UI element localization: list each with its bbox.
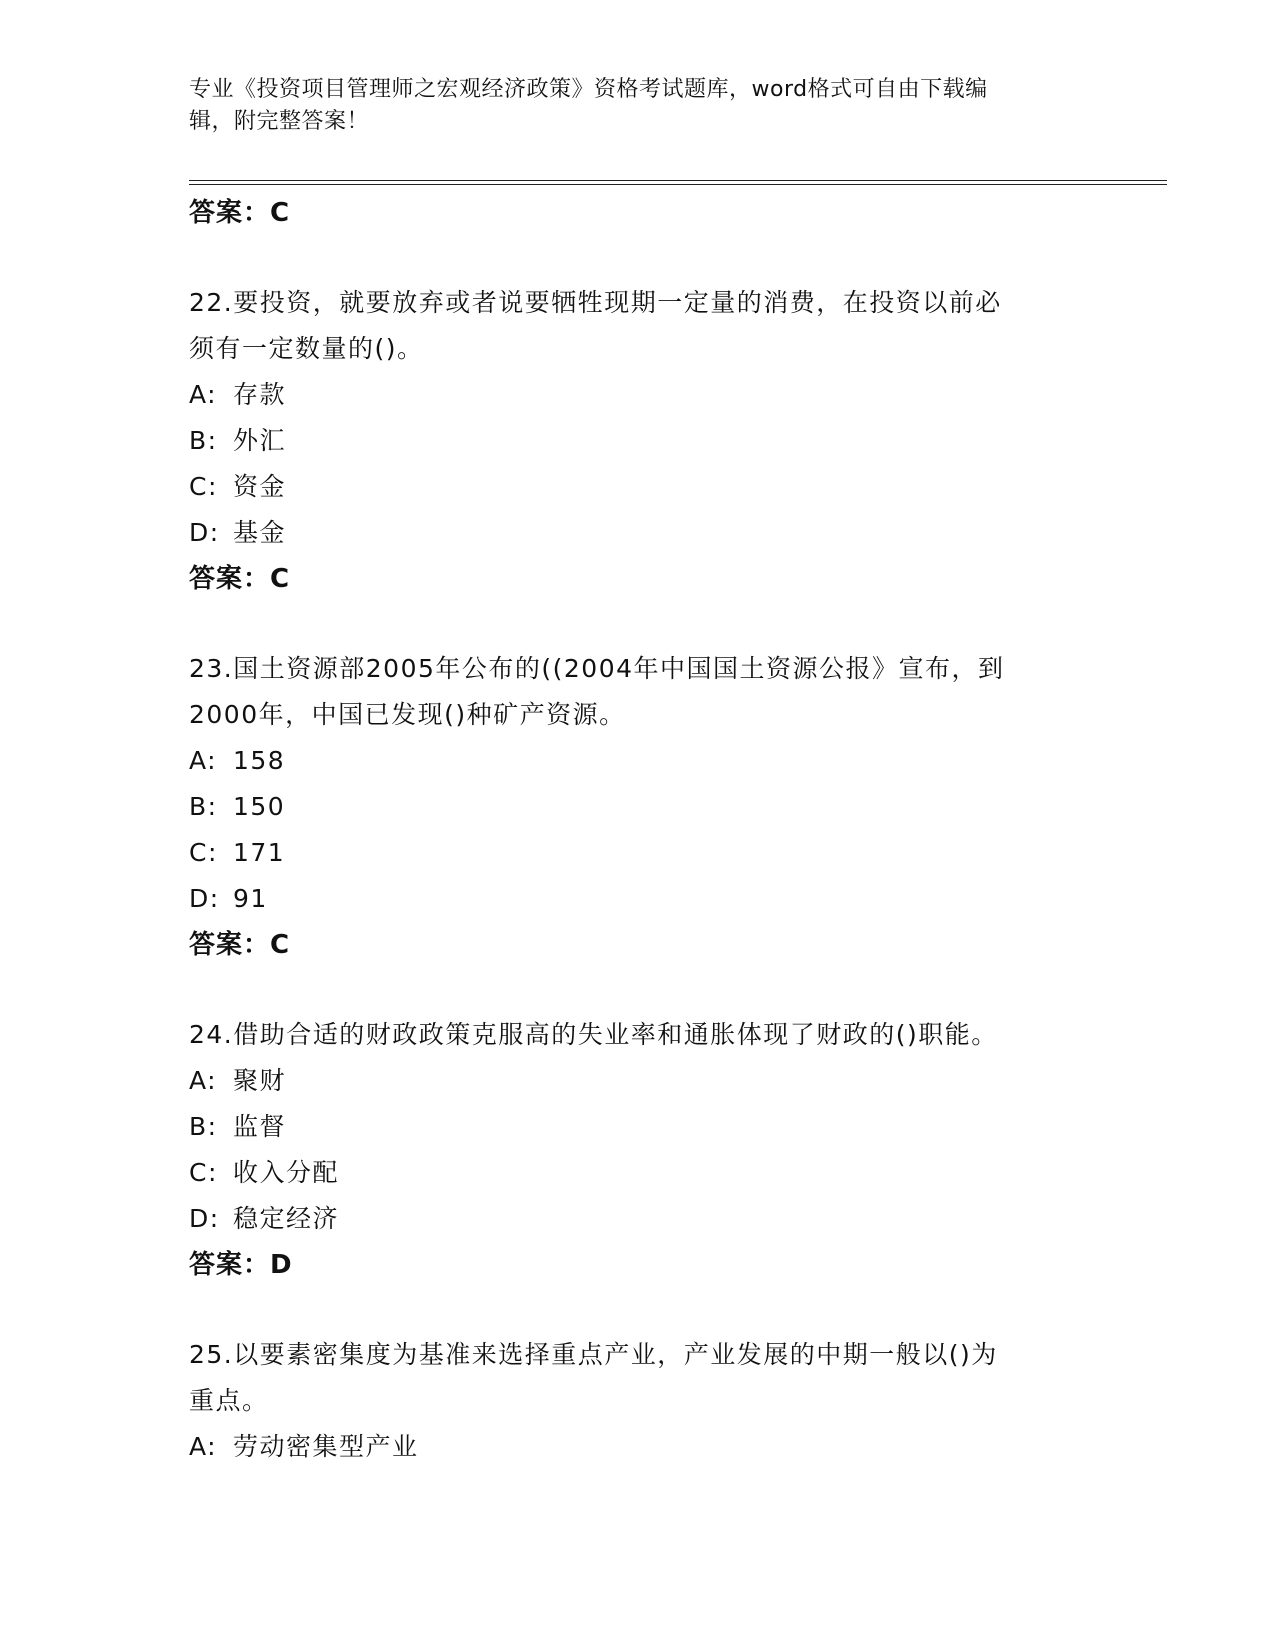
option-c: C: 收入分配 — [189, 1158, 340, 1187]
question-list — [189, 190, 1089, 1470]
answer-line: 答案：C — [189, 198, 291, 228]
question-text: 重点。 — [189, 1386, 269, 1415]
question-23 — [189, 646, 1089, 968]
option-d: D: 基金 — [189, 518, 287, 547]
header-line-2: 辑，附完整答案！ — [189, 109, 370, 134]
question-text: 22.要投资，就要放弃或者说要牺牲现期一定量的消费，在投资以前必 — [189, 288, 1002, 317]
option-c: C: 资金 — [189, 472, 287, 501]
option-d: D: 稳定经济 — [189, 1204, 340, 1233]
option-b: B: 150 — [189, 792, 286, 821]
question-24 — [189, 1012, 1089, 1288]
question-text: 23.国土资源部2005年公布的((2004年中国国土资源公报》宣布，到 — [189, 654, 1005, 683]
question-text: 25.以要素密集度为基准来选择重点产业，产业发展的中期一般以()为 — [189, 1340, 998, 1369]
header-divider-top — [189, 180, 1167, 181]
answer-line: 答案：C — [189, 930, 291, 960]
answer-line: 答案：C — [189, 564, 291, 594]
option-a: A: 劳动密集型产业 — [189, 1432, 419, 1461]
option-a: A: 聚财 — [189, 1066, 287, 1095]
header-divider-bottom — [189, 184, 1167, 185]
answer-line: 答案：D — [189, 1250, 293, 1280]
option-d: D: 91 — [189, 884, 268, 913]
question-text: 须有一定数量的()。 — [189, 334, 424, 363]
question-25 — [189, 1332, 1089, 1470]
question-text: 24.借助合适的财政政策克服高的失业率和通胀体现了财政的()职能。 — [189, 1020, 998, 1049]
question-text: 2000年，中国已发现()种矿产资源。 — [189, 700, 626, 729]
option-a: A: 存款 — [189, 380, 287, 409]
option-a: A: 158 — [189, 746, 286, 775]
option-b: B: 监督 — [189, 1112, 287, 1141]
option-c: C: 171 — [189, 838, 286, 867]
question-22 — [189, 280, 1089, 602]
option-b: B: 外汇 — [189, 426, 287, 455]
header-line-1: 专业《投资项目管理师之宏观经济政策》资格考试题库，word格式可自由下载编 — [189, 77, 988, 102]
document-header — [189, 74, 1079, 138]
